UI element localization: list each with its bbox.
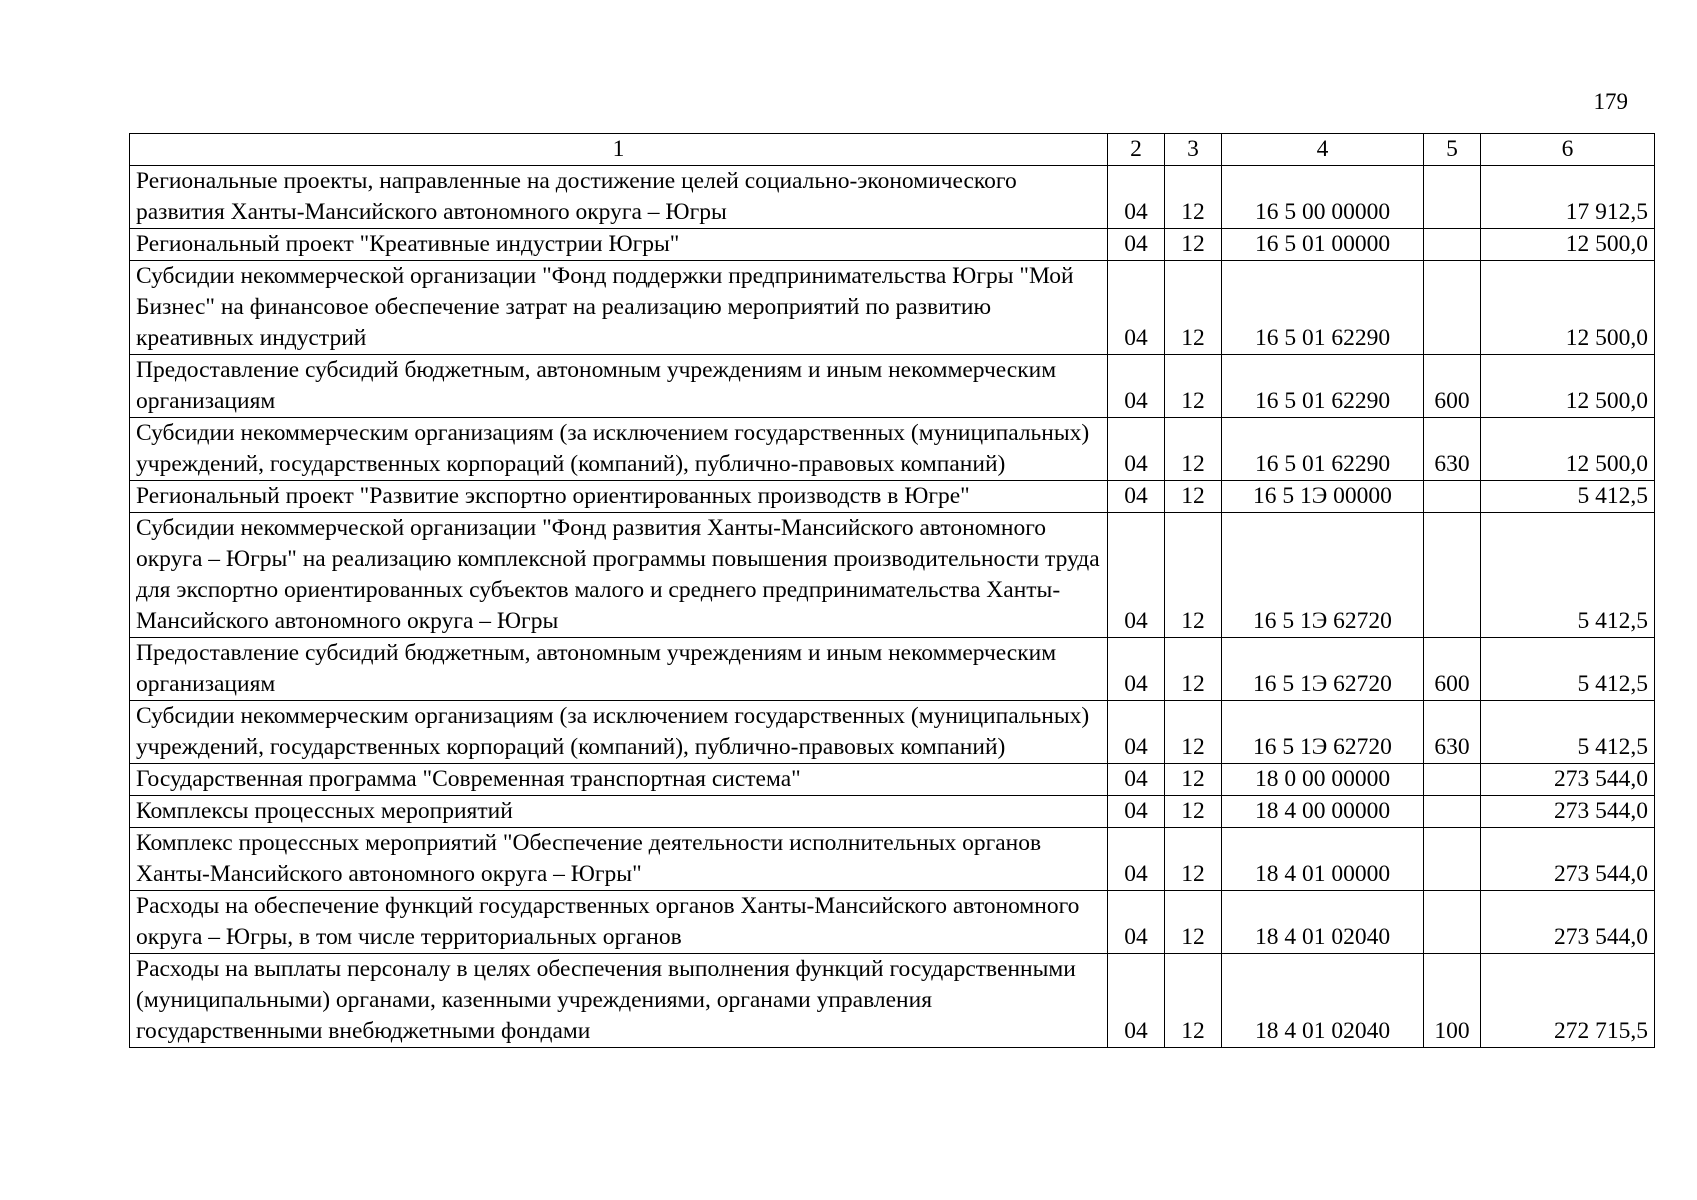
- amount-cell: 5 412,5: [1481, 513, 1655, 638]
- row-name-cell: Субсидии некоммерческим организациям (за исключением государственных (муниципальных) учреждений, государственных корпораций (компаний), публично-правовых компаний): [130, 701, 1108, 764]
- target-article-cell: 16 5 01 62290: [1222, 418, 1424, 481]
- target-article-cell: 18 4 01 02040: [1222, 954, 1424, 1048]
- expense-type-cell: [1424, 513, 1481, 638]
- expense-type-cell: 600: [1424, 355, 1481, 418]
- subsection-code-cell: 12: [1165, 166, 1222, 229]
- section-code-cell: 04: [1108, 261, 1165, 355]
- row-name-cell: Субсидии некоммерческой организации "Фонд развития Ханты-Мансийского автономного округа – Югры" на реализацию комплексной программы повышения производительности труда для экспортно ориентированных субъектов малого и среднего предпринимательства Ханты-Мансийского автономного округа – Югры: [130, 513, 1108, 638]
- subsection-code-cell: 12: [1165, 418, 1222, 481]
- section-code-cell: 04: [1108, 701, 1165, 764]
- amount-cell: 12 500,0: [1481, 418, 1655, 481]
- row-name-cell: Расходы на выплаты персоналу в целях обеспечения выполнения функций государственными (муниципальными) органами, казенными учреждениями, органами управления государственными внебюджетными фондами: [130, 954, 1108, 1048]
- expense-type-cell: [1424, 764, 1481, 796]
- column-header: 6: [1481, 134, 1655, 166]
- target-article-cell: 16 5 1Э 00000: [1222, 481, 1424, 513]
- target-article-cell: 18 4 01 00000: [1222, 828, 1424, 891]
- table-row: [130, 261, 1655, 355]
- row-name-cell: Субсидии некоммерческим организациям (за исключением государственных (муниципальных) учреждений, государственных корпораций (компаний), публично-правовых компаний): [130, 418, 1108, 481]
- expense-type-cell: [1424, 796, 1481, 828]
- amount-cell: 12 500,0: [1481, 229, 1655, 261]
- amount-cell: 12 500,0: [1481, 261, 1655, 355]
- subsection-code-cell: 12: [1165, 764, 1222, 796]
- section-code-cell: 04: [1108, 513, 1165, 638]
- column-header: 2: [1108, 134, 1165, 166]
- subsection-code-cell: 12: [1165, 229, 1222, 261]
- section-code-cell: 04: [1108, 418, 1165, 481]
- amount-cell: 273 544,0: [1481, 828, 1655, 891]
- expense-type-cell: [1424, 166, 1481, 229]
- table-row: [130, 891, 1655, 954]
- table-row: [130, 701, 1655, 764]
- subsection-code-cell: 12: [1165, 261, 1222, 355]
- table-row: [130, 764, 1655, 796]
- section-code-cell: 04: [1108, 481, 1165, 513]
- table-row: [130, 513, 1655, 638]
- table-body: [130, 166, 1655, 1048]
- budget-table: [129, 133, 1655, 1048]
- amount-cell: 273 544,0: [1481, 764, 1655, 796]
- target-article-cell: 16 5 1Э 62720: [1222, 513, 1424, 638]
- expense-type-cell: [1424, 261, 1481, 355]
- section-code-cell: 04: [1108, 764, 1165, 796]
- table-row: [130, 418, 1655, 481]
- row-name-cell: Государственная программа "Современная транспортная система": [130, 764, 1108, 796]
- target-article-cell: 16 5 01 62290: [1222, 261, 1424, 355]
- expense-type-cell: [1424, 828, 1481, 891]
- expense-type-cell: 600: [1424, 638, 1481, 701]
- row-name-cell: Комплекс процессных мероприятий "Обеспечение деятельности исполнительных органов Ханты-Мансийского автономного округа – Югры": [130, 828, 1108, 891]
- section-code-cell: 04: [1108, 796, 1165, 828]
- amount-cell: 272 715,5: [1481, 954, 1655, 1048]
- subsection-code-cell: 12: [1165, 638, 1222, 701]
- column-header: 5: [1424, 134, 1481, 166]
- row-name-cell: Предоставление субсидий бюджетным, автономным учреждениям и иным некоммерческим организациям: [130, 638, 1108, 701]
- expense-type-cell: [1424, 891, 1481, 954]
- subsection-code-cell: 12: [1165, 954, 1222, 1048]
- table-row: [130, 796, 1655, 828]
- page-number: 179: [1593, 89, 1628, 114]
- table-row: [130, 638, 1655, 701]
- section-code-cell: 04: [1108, 828, 1165, 891]
- table-row: [130, 355, 1655, 418]
- amount-cell: 5 412,5: [1481, 638, 1655, 701]
- table-row: [130, 954, 1655, 1048]
- amount-cell: 5 412,5: [1481, 701, 1655, 764]
- row-name-cell: Комплексы процессных мероприятий: [130, 796, 1108, 828]
- target-article-cell: 16 5 00 00000: [1222, 166, 1424, 229]
- target-article-cell: 16 5 1Э 62720: [1222, 638, 1424, 701]
- row-name-cell: Региональный проект "Креативные индустрии Югры": [130, 229, 1108, 261]
- row-name-cell: Региональные проекты, направленные на достижение целей социально-экономического развития Ханты-Мансийского автономного округа – Югры: [130, 166, 1108, 229]
- row-name-cell: Субсидии некоммерческой организации "Фонд поддержки предпринимательства Югры "Мой Бизнес" на финансовое обеспечение затрат на реализацию мероприятий по развитию креативных индустрий: [130, 261, 1108, 355]
- section-code-cell: 04: [1108, 166, 1165, 229]
- expense-type-cell: 630: [1424, 701, 1481, 764]
- target-article-cell: 18 0 00 00000: [1222, 764, 1424, 796]
- column-header: 3: [1165, 134, 1222, 166]
- target-article-cell: 16 5 01 00000: [1222, 229, 1424, 261]
- row-name-cell: Расходы на обеспечение функций государственных органов Ханты-Мансийского автономного округа – Югры, в том числе территориальных органов: [130, 891, 1108, 954]
- row-name-cell: Региональный проект "Развитие экспортно ориентированных производств в Югре": [130, 481, 1108, 513]
- target-article-cell: 16 5 01 62290: [1222, 355, 1424, 418]
- amount-cell: 17 912,5: [1481, 166, 1655, 229]
- table-row: [130, 481, 1655, 513]
- expense-type-cell: [1424, 481, 1481, 513]
- amount-cell: 273 544,0: [1481, 796, 1655, 828]
- target-article-cell: 18 4 00 00000: [1222, 796, 1424, 828]
- table-row: [130, 828, 1655, 891]
- section-code-cell: 04: [1108, 355, 1165, 418]
- subsection-code-cell: 12: [1165, 796, 1222, 828]
- amount-cell: 5 412,5: [1481, 481, 1655, 513]
- expense-type-cell: 100: [1424, 954, 1481, 1048]
- expense-type-cell: [1424, 229, 1481, 261]
- amount-cell: 273 544,0: [1481, 891, 1655, 954]
- subsection-code-cell: 12: [1165, 481, 1222, 513]
- table-row: [130, 229, 1655, 261]
- column-header: 4: [1222, 134, 1424, 166]
- target-article-cell: 16 5 1Э 62720: [1222, 701, 1424, 764]
- target-article-cell: 18 4 01 02040: [1222, 891, 1424, 954]
- table-header-row: [130, 134, 1655, 166]
- section-code-cell: 04: [1108, 229, 1165, 261]
- column-header: 1: [130, 134, 1108, 166]
- subsection-code-cell: 12: [1165, 701, 1222, 764]
- subsection-code-cell: 12: [1165, 513, 1222, 638]
- table-row: [130, 166, 1655, 229]
- subsection-code-cell: 12: [1165, 355, 1222, 418]
- subsection-code-cell: 12: [1165, 891, 1222, 954]
- amount-cell: 12 500,0: [1481, 355, 1655, 418]
- row-name-cell: Предоставление субсидий бюджетным, автономным учреждениям и иным некоммерческим организациям: [130, 355, 1108, 418]
- expense-type-cell: 630: [1424, 418, 1481, 481]
- subsection-code-cell: 12: [1165, 828, 1222, 891]
- section-code-cell: 04: [1108, 954, 1165, 1048]
- section-code-cell: 04: [1108, 638, 1165, 701]
- section-code-cell: 04: [1108, 891, 1165, 954]
